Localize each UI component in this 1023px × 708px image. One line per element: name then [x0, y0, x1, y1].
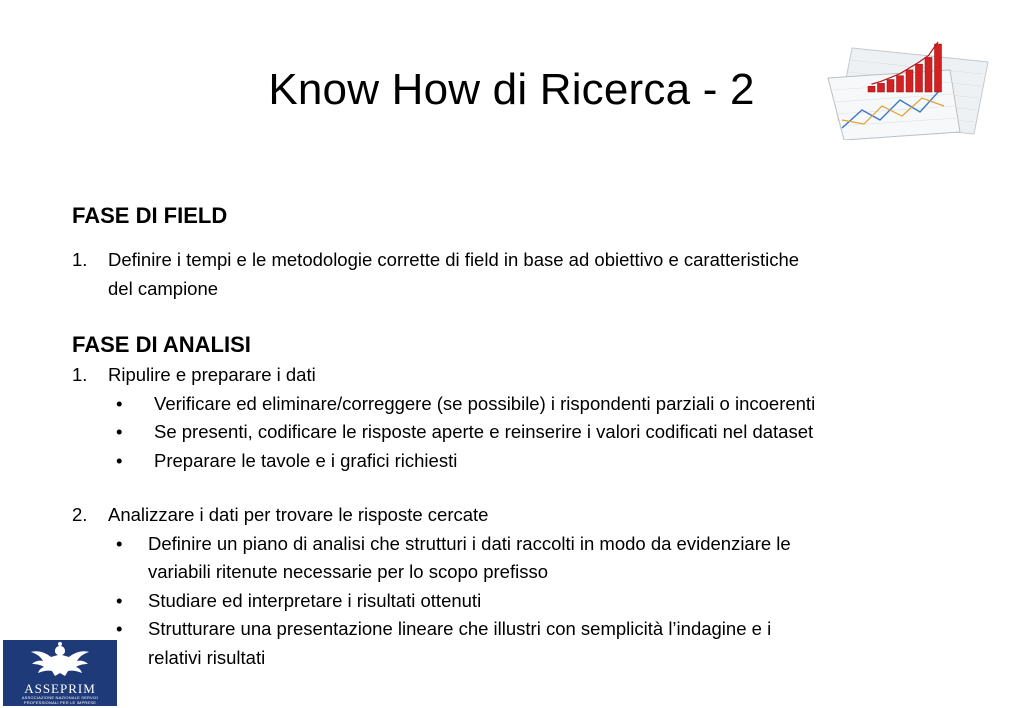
list-item	[72, 390, 952, 419]
field-item-1	[72, 246, 952, 303]
item-text-line: del campione	[108, 277, 219, 299]
item-text: Analizzare i dati per trovare le risposte cercate	[108, 504, 489, 525]
bullet-text-line: relativi risultati	[148, 646, 266, 668]
chart-bar	[887, 80, 894, 92]
item-number: 1.	[72, 249, 88, 270]
analysis-item-2	[72, 501, 952, 530]
chart-bar	[868, 86, 875, 92]
chart-bar	[897, 76, 904, 92]
chart-bar	[925, 57, 932, 92]
bar-chart-papers-icon	[822, 40, 994, 140]
field-section-heading: FASE DI FIELD	[72, 203, 228, 228]
chart-bar	[906, 70, 913, 92]
eagle-emblem-icon	[3, 640, 117, 682]
list-item	[72, 418, 952, 447]
list-item	[72, 530, 952, 587]
spacer	[72, 303, 952, 329]
analysis-item-1	[72, 361, 952, 390]
slide-content	[72, 200, 952, 672]
list-item	[72, 587, 952, 616]
bullet-text-line: Studiare ed interpretare i risultati ottenuti	[148, 589, 482, 611]
item-number: 2.	[72, 504, 88, 525]
chart-bar	[916, 64, 923, 92]
bullet-text-line: Definire un piano di analisi che strutturi i dati raccolti in modo da evidenziare le	[148, 532, 791, 554]
analysis-section-heading: FASE DI ANALISI	[72, 332, 251, 357]
bullet-text-line: variabili ritenute necessarie per lo scopo prefisso	[148, 561, 549, 582]
bullet-icon: •	[116, 421, 123, 442]
list-item	[72, 615, 952, 672]
bullet-text: Preparare le tavole e i grafici richiesti	[154, 449, 458, 471]
item-text: Ripulire e preparare i dati	[108, 364, 316, 385]
logo-subtitle	[3, 696, 117, 705]
spacer	[72, 232, 952, 246]
bullet-icon: •	[116, 618, 123, 639]
bullet-icon: •	[116, 532, 123, 554]
bullet-text-line: Strutturare una presentazione lineare che illustri con semplicità l’indagine e i	[148, 618, 772, 639]
bullet-icon: •	[116, 589, 123, 611]
logo-subtitle-line: PROFESSIONALI PER LE IMPRESE	[23, 699, 97, 705]
chart-bar	[935, 44, 942, 92]
spacer	[72, 475, 952, 501]
bullet-icon: •	[116, 392, 123, 414]
bullet-icon: •	[116, 449, 123, 471]
chart-bar	[878, 83, 885, 92]
asseprim-logo	[3, 640, 117, 706]
list-item	[72, 447, 952, 476]
bullet-text: Se presenti, codificare le risposte aperte e reinserire i valori codificati nel dataset	[154, 421, 814, 442]
logo-name: ASSEPRIM	[24, 681, 96, 696]
item-text-line: Definire i tempi e le metodologie corrette di field in base ad obiettivo e caratteristiche	[108, 249, 800, 270]
bullet-text: Verificare ed eliminare/correggere (se possibile) i rispondenti parziali o incoerenti	[154, 392, 816, 414]
item-number: 1.	[72, 364, 88, 385]
logo-subtitle-line: ASSOCIAZIONE NAZIONALE SERVIZI	[21, 695, 99, 700]
slide-title: Know How di Ricerca - 2	[268, 65, 755, 114]
